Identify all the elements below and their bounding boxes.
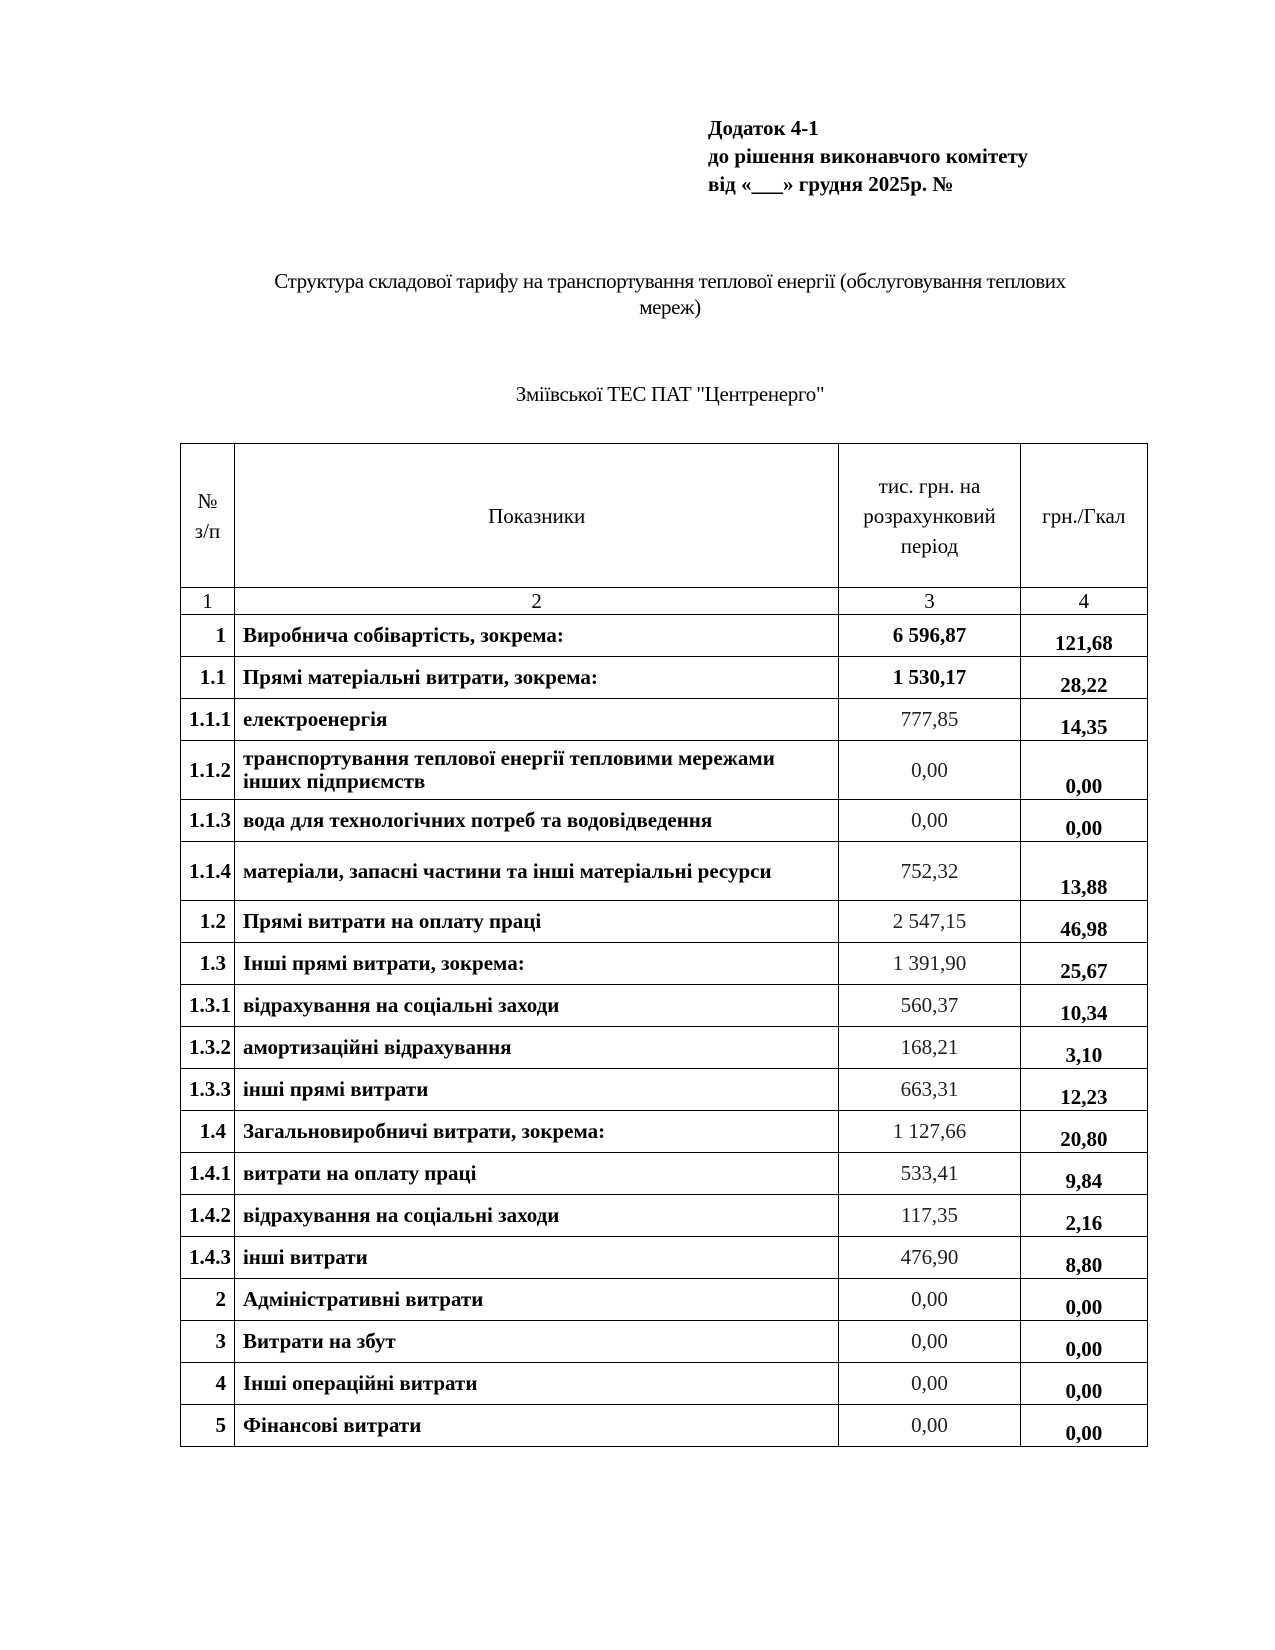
table-row [181, 842, 1148, 901]
row-per-gcal: 12,23 [1020, 1069, 1147, 1111]
table-row [181, 800, 1148, 842]
row-per-gcal: 28,22 [1020, 657, 1147, 699]
row-indicator: транспортування теплової енергії тепловими мережами інших підприємств [234, 741, 838, 800]
column-number: 1 [181, 588, 235, 615]
table-row [181, 1237, 1148, 1279]
row-total-period: 533,41 [839, 1153, 1020, 1195]
row-per-gcal: 20,80 [1020, 1111, 1147, 1153]
header-number [181, 444, 235, 588]
row-total-period: 6 596,87 [839, 615, 1020, 657]
appendix-date: від «___» грудня 2025р. № [708, 172, 954, 196]
row-indicator: Витрати на збут [234, 1321, 838, 1363]
table-row [181, 1405, 1148, 1447]
row-number: 1.4.2 [181, 1195, 235, 1237]
row-number: 5 [181, 1405, 235, 1447]
table-row [181, 1279, 1148, 1321]
row-indicator: Прямі матеріальні витрати, зокрема: [234, 657, 838, 699]
header-indicators: Показники [234, 444, 838, 588]
header-total-period: тис. грн. на розрахунковий період [839, 444, 1020, 588]
row-total-period: 117,35 [839, 1195, 1020, 1237]
document-title [180, 268, 1160, 320]
document-title-line-2: мереж) [639, 295, 701, 319]
table-row [181, 1195, 1148, 1237]
row-total-period: 1 530,17 [839, 657, 1020, 699]
row-number: 2 [181, 1279, 235, 1321]
row-indicator: інші витрати [234, 1237, 838, 1279]
row-number: 1.3.1 [181, 985, 235, 1027]
table-row [181, 699, 1148, 741]
row-indicator: матеріали, запасні частини та інші матеріальні ресурси [234, 842, 838, 901]
row-number: 1.1.3 [181, 800, 235, 842]
row-total-period: 777,85 [839, 699, 1020, 741]
row-total-period: 476,90 [839, 1237, 1020, 1279]
header-number-abbr: з/п [194, 518, 221, 543]
row-indicator: амортизаційні відрахування [234, 1027, 838, 1069]
row-indicator: відрахування на соціальні заходи [234, 985, 838, 1027]
row-indicator: Фінансові витрати [234, 1405, 838, 1447]
row-per-gcal: 0,00 [1020, 1405, 1147, 1447]
row-total-period: 2 547,15 [839, 901, 1020, 943]
row-number: 3 [181, 1321, 235, 1363]
row-indicator: вода для технологічних потреб та водовідведення [234, 800, 838, 842]
row-number: 1.3 [181, 943, 235, 985]
row-indicator: інші прямі витрати [234, 1069, 838, 1111]
row-total-period: 1 391,90 [839, 943, 1020, 985]
appendix-block [708, 114, 1028, 198]
row-number: 1.1.1 [181, 699, 235, 741]
row-indicator: Загальновиробничі витрати, зокрема: [234, 1111, 838, 1153]
row-total-period: 663,31 [839, 1069, 1020, 1111]
table-row [181, 741, 1148, 800]
row-total-period: 0,00 [839, 1279, 1020, 1321]
row-per-gcal: 3,10 [1020, 1027, 1147, 1069]
appendix-reference: до рішення виконавчого комітету [708, 144, 1028, 168]
row-number: 1.4 [181, 1111, 235, 1153]
row-indicator: відрахування на соціальні заходи [234, 1195, 838, 1237]
row-total-period: 168,21 [839, 1027, 1020, 1069]
row-number: 1.3.2 [181, 1027, 235, 1069]
row-indicator: Інші операційні витрати [234, 1363, 838, 1405]
table-row [181, 1321, 1148, 1363]
row-total-period: 0,00 [839, 1363, 1020, 1405]
row-indicator: електроенергія [234, 699, 838, 741]
table-header-row [181, 444, 1148, 588]
row-number: 1.1 [181, 657, 235, 699]
row-per-gcal: 25,67 [1020, 943, 1147, 985]
row-indicator: Адміністративні витрати [234, 1279, 838, 1321]
table-row [181, 1111, 1148, 1153]
row-number: 1.4.3 [181, 1237, 235, 1279]
header-number-symbol: № [197, 488, 218, 513]
row-indicator: витрати на оплату праці [234, 1153, 838, 1195]
row-total-period: 0,00 [839, 1321, 1020, 1363]
row-number: 1 [181, 615, 235, 657]
table-row [181, 657, 1148, 699]
row-indicator: Виробнича собівартість, зокрема: [234, 615, 838, 657]
table-row [181, 985, 1148, 1027]
row-per-gcal: 0,00 [1020, 741, 1147, 800]
table-row [181, 1363, 1148, 1405]
column-number-row [181, 588, 1148, 615]
row-number: 1.3.3 [181, 1069, 235, 1111]
row-total-period: 752,32 [839, 842, 1020, 901]
table-row [181, 901, 1148, 943]
row-total-period: 0,00 [839, 800, 1020, 842]
tariff-structure-table [180, 443, 1148, 1447]
table-row [181, 1153, 1148, 1195]
row-per-gcal: 2,16 [1020, 1195, 1147, 1237]
row-total-period: 0,00 [839, 741, 1020, 800]
row-per-gcal: 14,35 [1020, 699, 1147, 741]
row-number: 1.1.4 [181, 842, 235, 901]
column-number: 2 [234, 588, 838, 615]
row-indicator: Прямі витрати на оплату праці [234, 901, 838, 943]
row-per-gcal: 0,00 [1020, 1363, 1147, 1405]
row-per-gcal: 13,88 [1020, 842, 1147, 901]
column-number: 4 [1020, 588, 1147, 615]
row-number: 1.4.1 [181, 1153, 235, 1195]
column-number: 3 [839, 588, 1020, 615]
table-body [181, 615, 1148, 1447]
table-row [181, 615, 1148, 657]
row-total-period: 0,00 [839, 1405, 1020, 1447]
row-per-gcal: 0,00 [1020, 1321, 1147, 1363]
row-total-period: 1 127,66 [839, 1111, 1020, 1153]
row-per-gcal: 10,34 [1020, 985, 1147, 1027]
row-per-gcal: 9,84 [1020, 1153, 1147, 1195]
row-number: 1.1.2 [181, 741, 235, 800]
row-per-gcal: 0,00 [1020, 1279, 1147, 1321]
table-row [181, 1069, 1148, 1111]
row-total-period: 560,37 [839, 985, 1020, 1027]
row-per-gcal: 8,80 [1020, 1237, 1147, 1279]
row-per-gcal: 121,68 [1020, 615, 1147, 657]
row-indicator: Інші прямі витрати, зокрема: [234, 943, 838, 985]
header-per-gcal: грн./Гкал [1020, 444, 1147, 588]
document-title-line-1: Структура складової тарифу на транспортування теплової енергії (обслуговування теплових [274, 269, 1066, 293]
organization-title: Зміївської ТЕС ПАТ "Центренерго" [515, 382, 825, 406]
row-number: 1.2 [181, 901, 235, 943]
row-per-gcal: 46,98 [1020, 901, 1147, 943]
row-number: 4 [181, 1363, 235, 1405]
appendix-number: Додаток 4-1 [708, 116, 819, 140]
table-row [181, 943, 1148, 985]
table-row [181, 1027, 1148, 1069]
row-per-gcal: 0,00 [1020, 800, 1147, 842]
